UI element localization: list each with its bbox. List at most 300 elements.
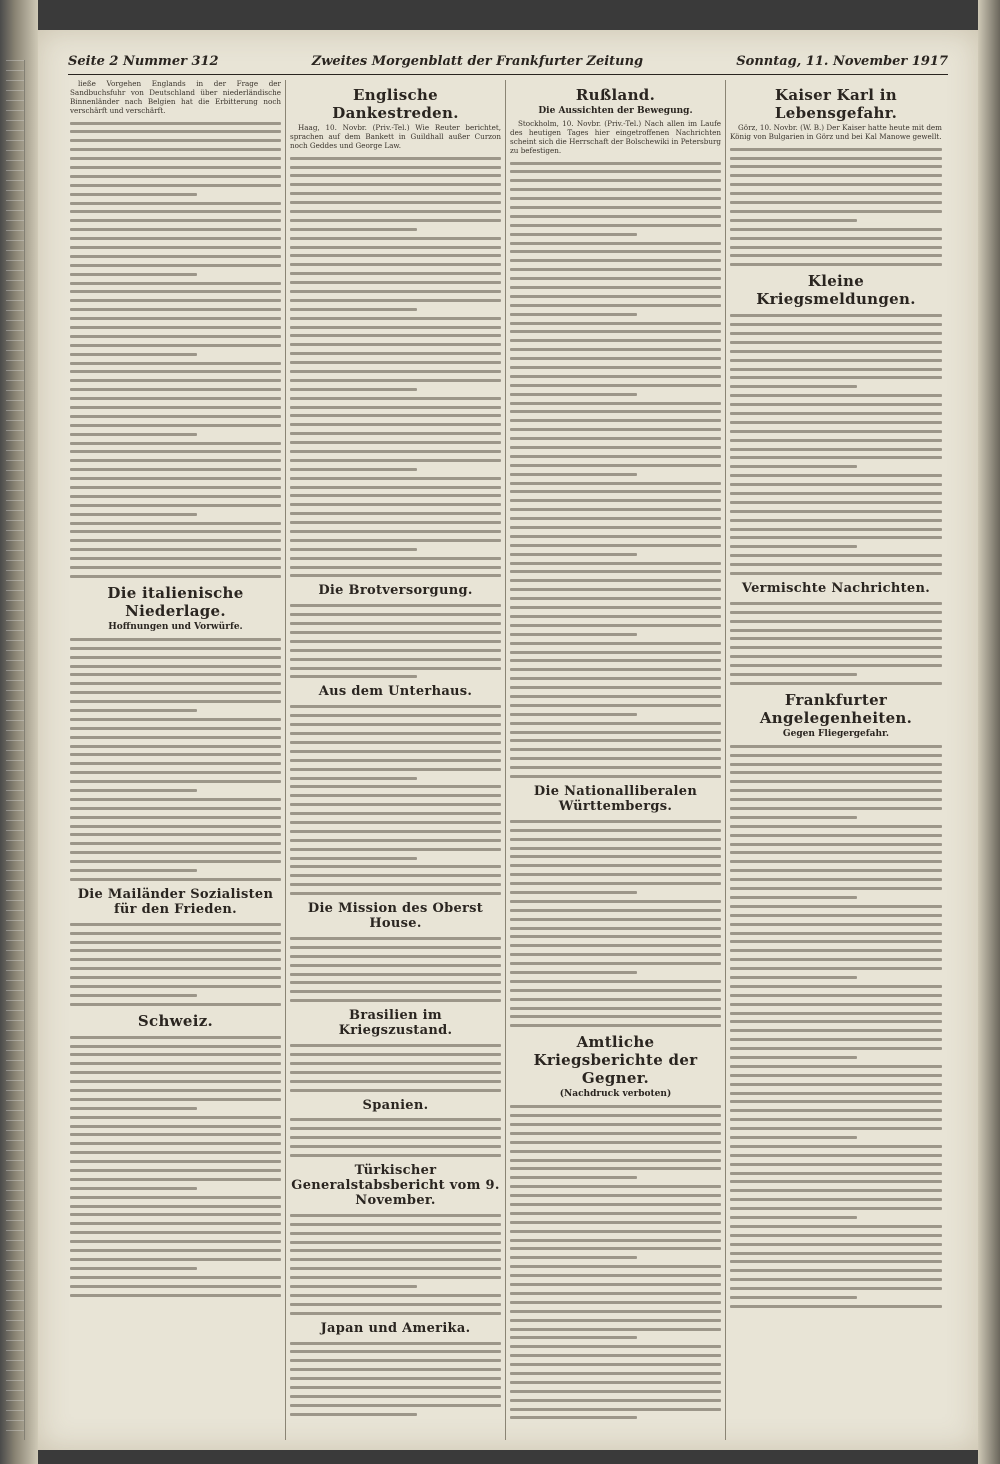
text-line (730, 664, 942, 667)
text-line (510, 517, 721, 520)
text-line (730, 878, 942, 881)
text-line (70, 923, 281, 926)
text-line (70, 166, 281, 169)
text-line (70, 175, 281, 178)
text-line (510, 900, 721, 903)
text-line (510, 233, 637, 236)
text-line (730, 210, 942, 213)
text-line (70, 638, 281, 641)
text-line (730, 949, 942, 952)
text-line (290, 183, 501, 186)
text-line (70, 771, 281, 774)
text-line (510, 1150, 721, 1153)
text-line (290, 794, 501, 797)
text-line (510, 829, 721, 832)
text-line (290, 441, 501, 444)
text-line (730, 528, 942, 531)
text-line (510, 1408, 721, 1411)
text-line (70, 122, 281, 125)
text-line (510, 473, 637, 476)
text-line (70, 825, 281, 828)
text-line (290, 777, 417, 780)
header-masthead: Zweites Morgenblatt der Frankfurter Zeitung (311, 53, 644, 69)
text-line (290, 750, 501, 753)
text-line (730, 254, 942, 257)
text-line (730, 771, 942, 774)
text-line (730, 1109, 942, 1112)
text-line (70, 1062, 281, 1065)
text-line (290, 166, 501, 169)
text-line (730, 1252, 942, 1255)
page-header (68, 52, 948, 75)
text-line (510, 508, 721, 511)
text-line (70, 450, 281, 453)
text-line (730, 602, 942, 605)
text-line (70, 1285, 281, 1288)
headline: Die italienische Niederlage. (107, 583, 244, 620)
text-line (510, 1247, 721, 1250)
text-line (510, 526, 721, 529)
text-line (290, 272, 501, 275)
text-line (730, 350, 942, 353)
text-line (290, 1053, 501, 1056)
text-line (510, 1416, 637, 1419)
text-line (290, 1154, 501, 1157)
text-line (730, 385, 857, 388)
text-line (290, 714, 501, 717)
text-line (290, 299, 501, 302)
text-line (70, 539, 281, 542)
text-line (70, 148, 281, 151)
text-line (730, 932, 942, 935)
text-line (290, 548, 417, 551)
text-line (290, 1044, 501, 1047)
text-line (290, 326, 501, 329)
text-line (290, 1136, 501, 1139)
text-line (730, 201, 942, 204)
text-line (510, 971, 637, 974)
text-line (510, 820, 721, 823)
text-line (510, 250, 721, 253)
column-3 (506, 80, 726, 1440)
headline: Kleine Kriegsmeldungen. (756, 272, 916, 309)
text-line (730, 1092, 942, 1095)
text-line (70, 202, 281, 205)
text-line (290, 848, 501, 851)
text-line (70, 949, 281, 952)
text-line (70, 976, 281, 979)
text-line (290, 1267, 501, 1270)
text-line (730, 763, 942, 766)
text-line (510, 659, 721, 662)
text-line (730, 1278, 942, 1281)
text-line (70, 1053, 281, 1056)
text-line (70, 415, 281, 418)
text-line (70, 1169, 281, 1172)
text-line (510, 1203, 721, 1206)
text-line (70, 335, 281, 338)
text-line (290, 631, 501, 634)
headline: Türkischer Generalstabsbericht vom 9. November. (291, 1163, 500, 1208)
text-line (70, 184, 281, 187)
text-line (730, 183, 942, 186)
text-line (730, 923, 942, 926)
text-line (290, 512, 501, 515)
text-line (70, 1187, 197, 1190)
headline: Brasilien im Kriegszustand. (338, 1008, 453, 1039)
text-line (70, 495, 281, 498)
text-line (730, 492, 942, 495)
text-line (510, 1265, 721, 1268)
text-line (510, 739, 721, 742)
text-line (290, 1145, 501, 1148)
text-line (730, 834, 942, 837)
text-line (70, 860, 281, 863)
text-line (510, 1105, 721, 1108)
text-line (510, 624, 721, 627)
text-line (290, 1080, 501, 1083)
text-line (70, 798, 281, 801)
text-line (70, 1089, 281, 1092)
text-line (730, 985, 942, 988)
text-line (70, 985, 281, 988)
text-line (290, 1118, 501, 1121)
text-line (510, 215, 721, 218)
text-line (510, 490, 721, 493)
text-line (70, 566, 281, 569)
text-line (290, 874, 501, 877)
text-line (290, 1062, 501, 1065)
text-line (510, 393, 637, 396)
text-line (290, 604, 501, 607)
text-line (730, 994, 942, 997)
text-line (70, 548, 281, 551)
header-page-number: Seite 2 Nummer 312 (68, 53, 219, 69)
text-line (70, 691, 281, 694)
text-line (730, 1012, 942, 1015)
text-line (290, 334, 501, 337)
text-line (730, 1100, 942, 1103)
text-line (290, 821, 501, 824)
text-line (730, 192, 942, 195)
headline: Englische Dankestreden. (332, 86, 459, 122)
text-line (730, 1127, 942, 1130)
text-line (70, 486, 281, 489)
text-line (510, 482, 721, 485)
text-line (70, 210, 281, 213)
text-line (70, 522, 281, 525)
text-line (510, 1185, 721, 1188)
text-line (70, 682, 281, 685)
text-line (730, 545, 857, 548)
text-line (70, 1107, 197, 1110)
text-line (290, 486, 501, 489)
text-line (510, 1123, 721, 1126)
text-line (730, 1118, 942, 1121)
text-line (290, 246, 501, 249)
text-line (290, 210, 501, 213)
text-line (730, 860, 942, 863)
text-line (290, 494, 501, 497)
text-line (70, 1045, 281, 1048)
text-line (730, 673, 857, 676)
text-line (290, 1303, 501, 1306)
text-line (290, 1312, 501, 1315)
text-line (290, 892, 501, 895)
text-line (290, 839, 501, 842)
text-line (290, 649, 501, 652)
text-line (290, 675, 417, 678)
columns (66, 80, 950, 1440)
text-line (70, 647, 281, 650)
text-line (290, 1241, 501, 1244)
text-line (510, 1230, 721, 1233)
text-line (290, 883, 501, 886)
text-line (730, 976, 857, 979)
text-line (510, 366, 721, 369)
text-line (730, 780, 942, 783)
text-line (510, 446, 721, 449)
text-line (70, 219, 281, 222)
text-line (510, 544, 721, 547)
text-line (730, 789, 942, 792)
scan-ruler (6, 60, 25, 1440)
text-line (70, 1213, 281, 1216)
text-line (510, 1399, 721, 1402)
text-line (730, 341, 942, 344)
text-line (290, 352, 501, 355)
text-line (510, 455, 721, 458)
text-line (70, 353, 197, 356)
text-line (510, 962, 721, 965)
text-line (70, 575, 281, 578)
text-line (730, 1038, 942, 1041)
text-line (290, 1413, 417, 1416)
text-line (730, 611, 942, 614)
text-line (730, 1163, 942, 1166)
text-line (510, 1212, 721, 1215)
text-line (730, 403, 942, 406)
text-line (510, 704, 721, 707)
text-line (70, 869, 197, 872)
text-line (290, 1404, 501, 1407)
text-line (510, 375, 721, 378)
text-line (290, 1342, 501, 1345)
text-line (730, 510, 942, 513)
text-line (510, 597, 721, 600)
text-line (730, 896, 857, 899)
text-line (730, 174, 942, 177)
text-line (510, 998, 721, 1001)
text-line (730, 869, 942, 872)
text-line (290, 1359, 501, 1362)
text-line (290, 406, 501, 409)
text-line (730, 376, 942, 379)
text-line (70, 504, 281, 507)
text-line (70, 228, 281, 231)
text-line (290, 237, 501, 240)
headline: Kaiser Karl in Lebensgefahr. (774, 86, 898, 122)
text-line (510, 410, 721, 413)
text-line (290, 423, 501, 426)
text-line (70, 842, 281, 845)
text-line (70, 282, 281, 285)
text-line (730, 465, 857, 468)
text-line (730, 263, 942, 266)
text-line (510, 437, 721, 440)
text-line (730, 421, 942, 424)
text-line (730, 816, 857, 819)
text-line (70, 1098, 281, 1101)
text-line (510, 668, 721, 671)
text-line (70, 1142, 281, 1145)
text-line (70, 513, 197, 516)
text-line (290, 1368, 501, 1371)
text-line (510, 206, 721, 209)
text-line (70, 370, 281, 373)
text-line (290, 192, 501, 195)
text-line (70, 1276, 281, 1279)
text-line (730, 940, 942, 943)
text-line (510, 179, 721, 182)
text-line (510, 428, 721, 431)
page-edge (978, 0, 1000, 1464)
text-line (290, 370, 501, 373)
text-line (510, 464, 721, 467)
text-line (70, 344, 281, 347)
text-line (290, 705, 501, 708)
text-line (70, 1080, 281, 1083)
text-line (730, 629, 942, 632)
text-line (70, 1196, 281, 1199)
text-line (730, 1296, 857, 1299)
text-line (290, 1249, 501, 1252)
text-line (70, 1249, 281, 1252)
text-line (290, 1377, 501, 1380)
text-line (730, 1172, 942, 1175)
text-line (510, 1114, 721, 1117)
text-line (510, 748, 721, 751)
text-line (290, 450, 501, 453)
text-line (70, 656, 281, 659)
text-line (730, 1287, 942, 1290)
text-line (730, 483, 942, 486)
text-line (510, 295, 721, 298)
text-line (510, 864, 721, 867)
text-line (290, 622, 501, 625)
text-line (730, 1047, 942, 1050)
text-line (290, 1294, 501, 1297)
text-line (290, 228, 417, 231)
text-line (730, 1207, 942, 1210)
text-line (730, 1074, 942, 1077)
headline: Vermischte Nachrichten. (741, 581, 931, 596)
text-line (730, 807, 942, 810)
text-line (510, 499, 721, 502)
text-line (70, 1231, 281, 1234)
text-line (510, 304, 721, 307)
text-line (510, 606, 721, 609)
text-line (510, 757, 721, 760)
text-line (510, 1221, 721, 1224)
text-line (70, 718, 281, 721)
text-line (70, 1178, 281, 1181)
text-line (290, 857, 417, 860)
text-line (290, 973, 501, 976)
text-line (730, 1065, 942, 1068)
text-line (730, 1234, 942, 1237)
text-line (730, 332, 942, 335)
text-line (730, 682, 942, 685)
text-line (510, 1390, 721, 1393)
text-line (70, 851, 281, 854)
text-line (510, 1328, 721, 1331)
text-line (510, 855, 721, 858)
text-line (510, 1319, 721, 1322)
headline: Amtliche Kriegsberichte der Gegner. (533, 1033, 698, 1088)
text-line (70, 1240, 281, 1243)
text-line (730, 905, 942, 908)
text-line (290, 964, 501, 967)
text-line (510, 766, 721, 769)
text-line (510, 268, 721, 271)
text-line (290, 1276, 501, 1279)
text-line (290, 741, 501, 744)
text-line (730, 1180, 942, 1183)
text-line (290, 812, 501, 815)
text-line (70, 727, 281, 730)
text-line (290, 530, 501, 533)
text-line (510, 1292, 721, 1295)
text-line (290, 1089, 501, 1092)
text-line (290, 732, 501, 735)
text-line (290, 477, 501, 480)
text-line (510, 615, 721, 618)
text-line (70, 477, 281, 480)
text-line (730, 246, 942, 249)
text-line (510, 953, 721, 956)
text-line (730, 448, 942, 451)
text-line (730, 148, 942, 151)
subheadline: Gegen Fliegergefahr. (782, 728, 890, 739)
text-line (290, 723, 501, 726)
text-line (70, 833, 281, 836)
column-opening: Görz, 10. Novbr. (W. B.) Der Kaiser hatte heute mit dem König von Bulgarien in Görz und bei Kal Manowe gewellt. (730, 123, 942, 141)
text-line (290, 785, 501, 788)
text-line (290, 574, 501, 577)
text-line (730, 1154, 942, 1157)
text-line (730, 754, 942, 757)
text-line (510, 891, 637, 894)
text-line (510, 170, 721, 173)
text-line (70, 1116, 281, 1119)
text-line (290, 379, 501, 382)
text-line (290, 397, 501, 400)
text-line (290, 521, 501, 524)
text-line (730, 430, 942, 433)
text-line (510, 847, 721, 850)
text-line (730, 359, 942, 362)
text-line (510, 242, 721, 245)
text-line (290, 1350, 501, 1353)
text-line (730, 914, 942, 917)
text-line (70, 406, 281, 409)
text-line (70, 807, 281, 810)
headline: Rußland. (575, 86, 656, 104)
text-line (70, 932, 281, 935)
text-line (730, 967, 942, 970)
text-line (510, 909, 721, 912)
